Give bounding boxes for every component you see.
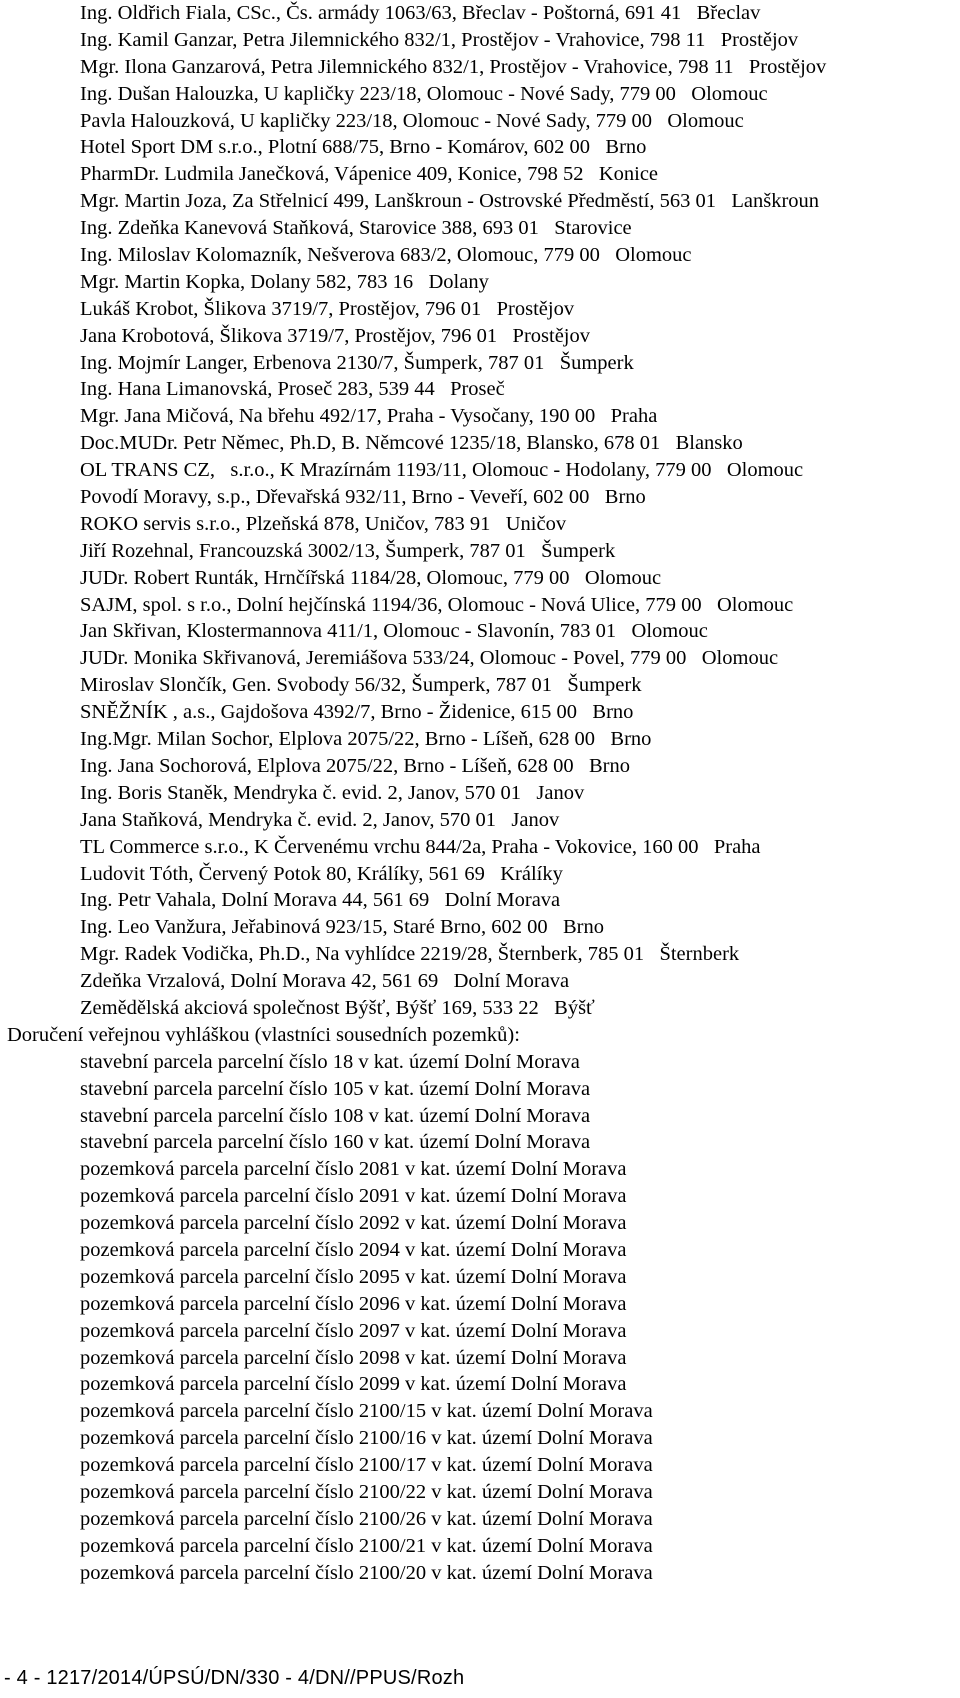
- recipient-line: SNĚŽNÍK , a.s., Gajdošova 4392/7, Brno - Židenice, 615 00 Brno: [80, 701, 634, 724]
- parcel-line: pozemková parcela parcelní číslo 2100/16 v kat. území Dolní Morava: [80, 1427, 653, 1450]
- recipient-line: Ing. Petr Vahala, Dolní Morava 44, 561 69 Dolní Morava: [80, 889, 561, 912]
- recipient-line: Mgr. Martin Joza, Za Střelnicí 499, Lanškroun - Ostrovské Předměstí, 563 01 Lanškroun: [80, 190, 820, 213]
- parcel-line: pozemková parcela parcelní číslo 2100/15 v kat. území Dolní Morava: [80, 1400, 653, 1423]
- parcel-line: stavební parcela parcelní číslo 108 v kat. území Dolní Morava: [80, 1104, 591, 1127]
- parcel-line: pozemková parcela parcelní číslo 2094 v kat. území Dolní Morava: [80, 1238, 627, 1261]
- recipient-line: Ing. Kamil Ganzar, Petra Jilemnického 832/1, Prostějov - Vrahovice, 798 11 Prostějov: [80, 28, 799, 51]
- recipient-line: Ing. Miloslav Kolomazník, Nešverova 683/2, Olomouc, 779 00 Olomouc: [80, 244, 692, 267]
- recipient-line: Zdeňka Vrzalová, Dolní Morava 42, 561 69 Dolní Morava: [80, 970, 570, 993]
- parcel-line: pozemková parcela parcelní číslo 2096 v kat. území Dolní Morava: [80, 1292, 627, 1315]
- recipient-line: Lukáš Krobot, Šlikova 3719/7, Prostějov, 796 01 Prostějov: [80, 297, 575, 320]
- recipient-line: Ing. Dušan Halouzka, U kapličky 223/18, Olomouc - Nové Sady, 779 00 Olomouc: [80, 82, 768, 105]
- parcel-line: pozemková parcela parcelní číslo 2098 v kat. území Dolní Morava: [80, 1346, 627, 1369]
- recipient-line: Povodí Moravy, s.p., Dřevařská 932/11, Brno - Veveří, 602 00 Brno: [80, 486, 646, 509]
- recipient-line: PharmDr. Ludmila Janečková, Vápenice 409, Konice, 798 52 Konice: [80, 163, 659, 186]
- page-footer-reference: - 4 - 1217/2014/ÚPSÚ/DN/330 - 4/DN//PPUS/Rozh: [4, 1667, 465, 1689]
- public-notice-heading: Doručení veřejnou vyhláškou (vlastníci sousedních pozemků):: [7, 1023, 520, 1046]
- recipient-line: Mgr. Radek Vodička, Ph.D., Na vyhlídce 2219/28, Šternberk, 785 01 Šternberk: [80, 943, 740, 966]
- recipient-line: Ing. Zdeňka Kanevová Staňková, Starovice 388, 693 01 Starovice: [80, 217, 632, 240]
- parcel-line: pozemková parcela parcelní číslo 2092 v kat. území Dolní Morava: [80, 1212, 627, 1235]
- parcel-line: pozemková parcela parcelní číslo 2100/20 v kat. území Dolní Morava: [80, 1561, 653, 1584]
- parcel-line: pozemková parcela parcelní číslo 2099 v kat. území Dolní Morava: [80, 1373, 627, 1396]
- recipient-line: Mgr. Martin Kopka, Dolany 582, 783 16 Dolany: [80, 270, 489, 293]
- recipient-line: Jana Krobotová, Šlikova 3719/7, Prostějov, 796 01 Prostějov: [80, 324, 590, 347]
- recipient-line: JUDr. Monika Skřivanová, Jeremiášova 533/24, Olomouc - Povel, 779 00 Olomouc: [80, 647, 779, 670]
- parcel-line: stavební parcela parcelní číslo 160 v kat. území Dolní Morava: [80, 1131, 591, 1154]
- parcel-line: pozemková parcela parcelní číslo 2100/21 v kat. území Dolní Morava: [80, 1534, 653, 1557]
- parcel-line: pozemková parcela parcelní číslo 2100/22 v kat. území Dolní Morava: [80, 1480, 653, 1503]
- recipient-line: Ing. Jana Sochorová, Elplova 2075/22, Brno - Líšeň, 628 00 Brno: [80, 754, 631, 777]
- recipient-line: Jan Skřivan, Klostermannova 411/1, Olomouc - Slavonín, 783 01 Olomouc: [80, 620, 708, 643]
- parcel-line: pozemková parcela parcelní číslo 2100/26 v kat. území Dolní Morava: [80, 1507, 653, 1530]
- recipient-line: ROKO servis s.r.o., Plzeňská 878, Uničov, 783 91 Uničov: [80, 512, 567, 535]
- recipient-line: Ludovit Tóth, Červený Potok 80, Králíky, 561 69 Králíky: [80, 862, 563, 885]
- recipient-line: Ing.Mgr. Milan Sochor, Elplova 2075/22, Brno - Líšeň, 628 00 Brno: [80, 728, 652, 751]
- parcel-list: [0, 1049, 960, 1587]
- parcel-line: pozemková parcela parcelní číslo 2097 v kat. území Dolní Morava: [80, 1319, 627, 1342]
- parcel-line: pozemková parcela parcelní číslo 2091 v kat. území Dolní Morava: [80, 1185, 627, 1208]
- recipient-line: OL TRANS CZ, s.r.o., K Mrazírnám 1193/11, Olomouc - Hodolany, 779 00 Olomouc: [80, 459, 804, 482]
- recipient-line: Jiří Rozehnal, Francouzská 3002/13, Šumperk, 787 01 Šumperk: [80, 539, 616, 562]
- recipient-line: Ing. Oldřich Fiala, CSc., Čs. armády 1063/63, Břeclav - Poštorná, 691 41 Břeclav: [80, 2, 761, 24]
- recipient-line: Doc.MUDr. Petr Němec, Ph.D, B. Němcové 1235/18, Blansko, 678 01 Blansko: [80, 432, 743, 455]
- recipient-line: Miroslav Slončík, Gen. Svobody 56/32, Šumperk, 787 01 Šumperk: [80, 674, 642, 697]
- recipient-line: Zemědělská akciová společnost Býšť, Býšť 169, 533 22 Býšť: [80, 996, 595, 1019]
- recipient-line: Ing. Boris Staněk, Mendryka č. evid. 2, Janov, 570 01 Janov: [80, 781, 585, 804]
- recipient-line: Hotel Sport DM s.r.o., Plotní 688/75, Brno - Komárov, 602 00 Brno: [80, 136, 647, 159]
- recipient-line: Ing. Leo Vanžura, Jeřabinová 923/15, Staré Brno, 602 00 Brno: [80, 916, 604, 939]
- recipient-line: Ing. Hana Limanovská, Proseč 283, 539 44 Proseč: [80, 378, 505, 401]
- recipient-line: Mgr. Ilona Ganzarová, Petra Jilemnického 832/1, Prostějov - Vrahovice, 798 11 Prostějov: [80, 55, 827, 78]
- recipient-line: Pavla Halouzková, U kapličky 223/18, Olomouc - Nové Sady, 779 00 Olomouc: [80, 109, 744, 132]
- recipient-line: Jana Staňková, Mendryka č. evid. 2, Janov, 570 01 Janov: [80, 808, 560, 831]
- parcel-line: stavební parcela parcelní číslo 105 v kat. území Dolní Morava: [80, 1077, 591, 1100]
- parcel-line: pozemková parcela parcelní číslo 2100/17 v kat. území Dolní Morava: [80, 1454, 653, 1477]
- parcel-line: pozemková parcela parcelní číslo 2081 v kat. území Dolní Morava: [80, 1158, 627, 1181]
- parcel-line: pozemková parcela parcelní číslo 2095 v kat. území Dolní Morava: [80, 1265, 627, 1288]
- recipient-line: Ing. Mojmír Langer, Erbenova 2130/7, Šumperk, 787 01 Šumperk: [80, 351, 634, 374]
- recipient-line: JUDr. Robert Runták, Hrnčířská 1184/28, Olomouc, 779 00 Olomouc: [80, 566, 662, 589]
- recipient-line: SAJM, spol. s r.o., Dolní hejčínská 1194/36, Olomouc - Nová Ulice, 779 00 Olomouc: [80, 593, 794, 616]
- parcel-line: stavební parcela parcelní číslo 18 v kat. území Dolní Morava: [80, 1050, 580, 1073]
- recipient-line: TL Commerce s.r.o., K Červenému vrchu 844/2a, Praha - Vokovice, 160 00 Praha: [80, 835, 761, 858]
- recipient-line: Mgr. Jana Mičová, Na břehu 492/17, Praha - Vysočany, 190 00 Praha: [80, 405, 658, 428]
